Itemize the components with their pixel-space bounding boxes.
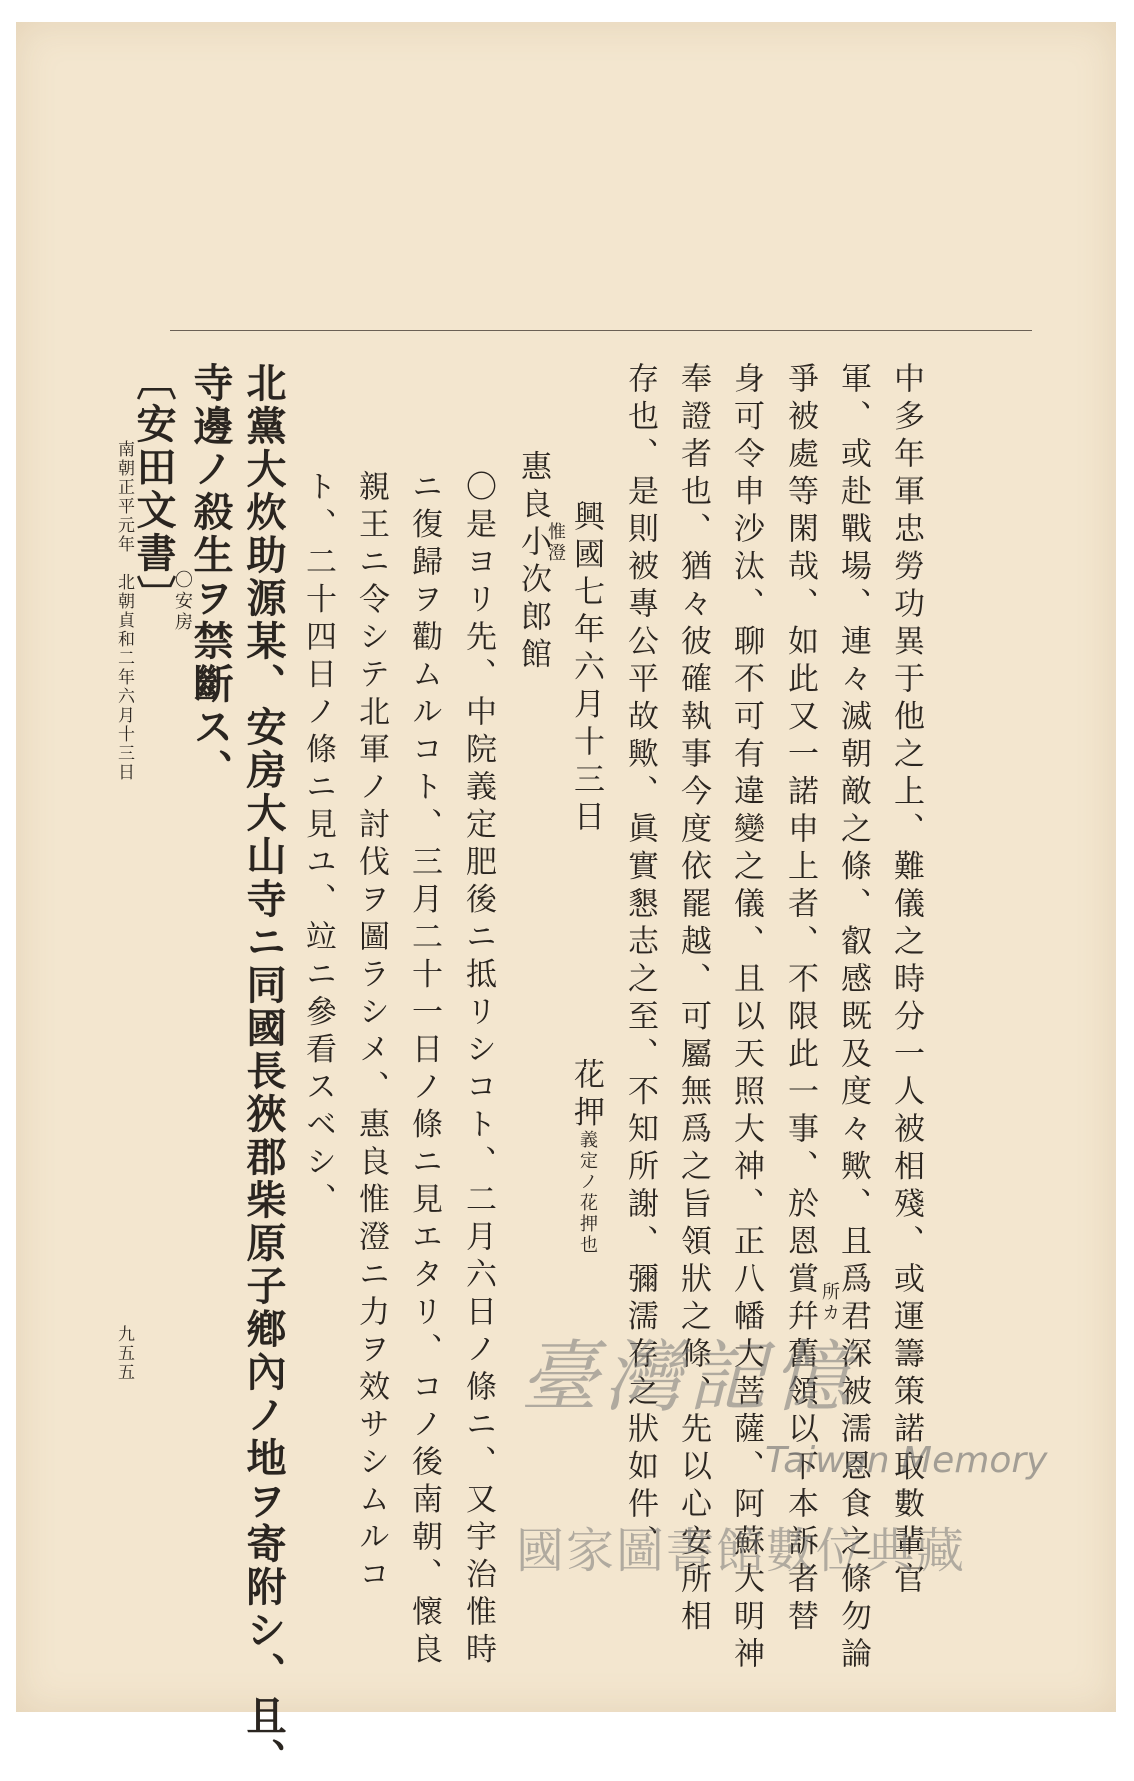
kao-label: 花押: [568, 1058, 604, 1133]
source-title: 〔安田文書〕: [130, 360, 177, 618]
commentary-line-2: ニ復歸ヲ勸ムルコト、三月二十一日ノ條ニ見エタリ、コノ後南朝、懷良: [406, 470, 442, 1670]
watermark-library: 國家圖書館數位典藏: [516, 1523, 967, 1579]
commentary-line-3: 親王ニ令シテ北軍ノ討伐ヲ圖ラシメ、惠良惟澄ニ力ヲ效サシムルコ: [353, 470, 389, 1595]
watermark-english: Taiwan Memory: [765, 1440, 1048, 1481]
margin-note: 所カ: [819, 1282, 840, 1324]
page-number: 九五五: [114, 1325, 134, 1382]
commentary-line-4: ト、二十四日ノ條ニ見ユ、竝ニ參看スベシ、: [300, 470, 336, 1220]
recipient-note: 惟澄: [545, 522, 566, 564]
text-column-4: 身可令申沙汰、聊不可有違變之儀、且以天照大神、正八幡大菩薩、阿蘇大明神: [728, 362, 764, 1675]
headline-column-1: 北黨大炊助源某、安房大山寺ニ同國長狹郡柴原子鄕內ノ地ヲ寄附シ、且、: [240, 362, 287, 1781]
running-footer-date: 南朝正平元年 北朝貞和二年六月十三日: [114, 440, 134, 782]
text-column-6: 存也、是則被專公平故歟、眞實懇志之至、不知所謝、彌濡存之狀如件、: [622, 362, 658, 1562]
source-note: 〇安房: [172, 570, 193, 633]
kao-note: 義定ノ花押也: [577, 1130, 598, 1256]
text-column-1: 中多年軍忠勞功異于他之上、難儀之時分一人被相殘、或運籌策諾取數輩官: [888, 362, 924, 1600]
date-line: 興國七年六月十三日: [568, 500, 604, 838]
commentary-line-1: 〇是ヨリ先、中院義定肥後ニ抵リシコト、二月六日ノ條ニ、又宇治惟時: [460, 470, 496, 1670]
text-column-2: 軍、或赴戰場、連々滅朝敵之條、叡感既及度々歟、且爲君深被濡恩食之條勿論: [835, 362, 871, 1675]
recipient-line: 惠良小次郎館: [515, 450, 551, 675]
watermark-chinese: 臺灣記憶: [520, 1333, 857, 1423]
text-column-5: 奉證者也、猶々彼確執事今度依罷越、可屬無爲之旨領狀之條、先以心安所相: [675, 362, 711, 1637]
text-column-3: 爭被處等閑哉、如此又一諾申上者、不限此一事、於恩賞幷舊領以下本訴者替: [782, 362, 818, 1637]
horizontal-rule: [170, 330, 1032, 331]
headline-column-2: 寺邊ノ殺生ヲ禁斷ス、: [187, 362, 234, 792]
